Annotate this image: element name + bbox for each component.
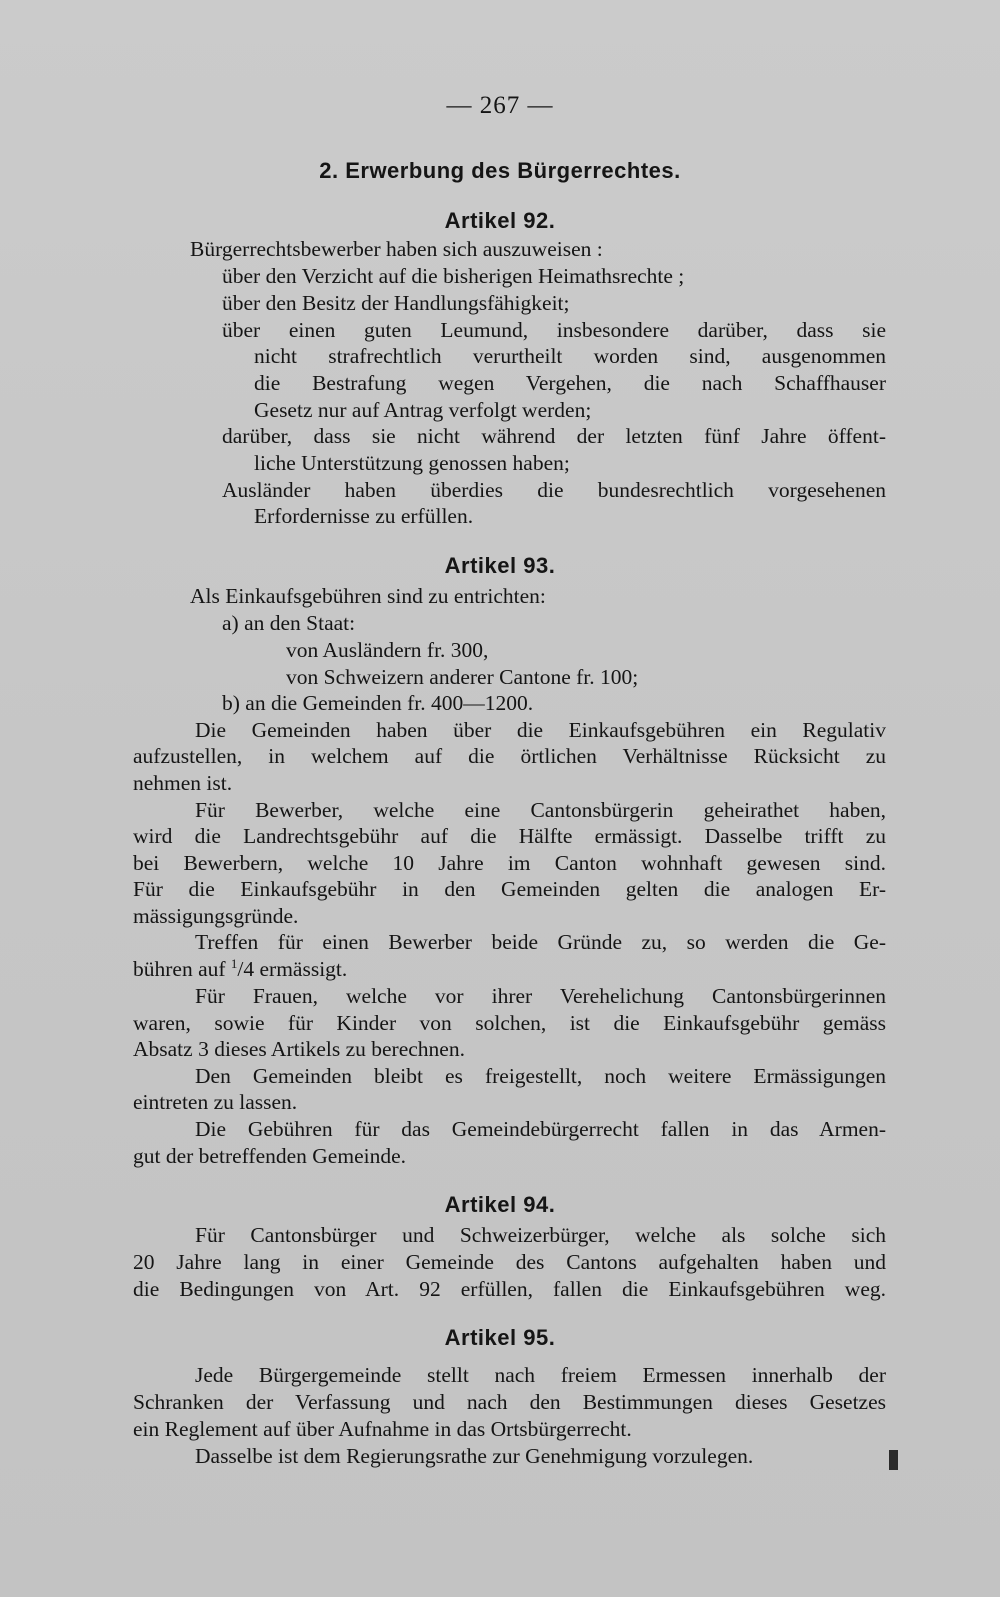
art93-line: b) an die Gemeinden fr. 400—1200. [222, 691, 534, 715]
art92-line: liche Unterstützung genossen haben; [254, 451, 570, 475]
art93-line: Als Einkaufsgebühren sind zu entrichten: [190, 584, 546, 608]
art92-line: Ausländer haben überdies die bundesrechtlich vorgesehenen [222, 478, 886, 502]
art92-line: Bürgerrechtsbewerber haben sich auszuweisen : [190, 237, 603, 261]
art93-line: Den Gemeinden bleibt es freigestellt, noch weitere Ermässigungen [195, 1064, 886, 1088]
art92-line: über den Besitz der Handlungsfähigkeit; [222, 291, 570, 315]
art93-line: Treffen für einen Bewerber beide Gründe zu, so werden die Ge- [195, 930, 886, 954]
art93-line: nehmen ist. [133, 771, 233, 795]
art94-line: Für Cantonsbürger und Schweizerbürger, welche als solche sich [195, 1223, 886, 1247]
art93-line: mässigungsgründe. [133, 904, 299, 928]
art92-line: nicht strafrechtlich verurtheilt worden sind, ausgenommen [254, 344, 886, 368]
art93-line: Für die Einkaufsgebühr in den Gemeinden gelten die analogen Er- [133, 877, 886, 901]
art93-line: von Ausländern fr. 300, [286, 638, 489, 662]
art93-line: wird die Landrechtsgebühr auf die Hälfte ermässigt. Dasselbe trifft zu [133, 824, 886, 848]
art93-title: Artikel 93. [444, 553, 556, 578]
fraction-numerator: 1 [230, 955, 238, 971]
art93-line: waren, sowie für Kinder von solchen, ist die Einkaufsgebühr gemäss [133, 1011, 886, 1035]
art93-line: bei Bewerbern, welche 10 Jahre im Canton wohnhaft gewesen sind. [133, 851, 886, 875]
end-mark [889, 1450, 898, 1470]
section-title: 2. Erwerbung des Bürgerrechtes. [319, 158, 681, 183]
art93-line: Die Gebühren für das Gemeindebürgerrecht fallen in das Armen- [195, 1117, 886, 1141]
art92-line: über den Verzicht auf die bisherigen Heimathsrechte ; [222, 264, 685, 288]
art93-line: von Schweizern anderer Cantone fr. 100; [286, 665, 639, 689]
art95-line: Dasselbe ist dem Regierungsrathe zur Genehmigung vorzulegen. [195, 1444, 754, 1468]
art93-line: gut der betreffenden Gemeinde. [133, 1144, 407, 1168]
art94-line: die Bedingungen von Art. 92 erfüllen, fallen die Einkaufsgebühren weg. [133, 1277, 886, 1301]
art92-title: Artikel 92. [444, 208, 556, 233]
art95-line: Jede Bürgergemeinde stellt nach freiem Ermessen innerhalb der [195, 1363, 886, 1387]
art95-line: ein Reglement auf über Aufnahme in das Ortsbürgerrecht. [133, 1417, 632, 1441]
art94-title: Artikel 94. [444, 1192, 556, 1217]
art93-fraction-prefix: bühren auf [133, 957, 226, 981]
art95-line: Schranken der Verfassung und nach den Bestimmungen dieses Gesetzes [133, 1390, 886, 1414]
art93-fraction-suffix: /4 ermässigt. [237, 957, 348, 981]
art93-line: Für Bewerber, welche eine Cantonsbürgerin geheirathet haben, [195, 798, 886, 822]
art93-line: eintreten zu lassen. [133, 1090, 298, 1114]
art95-title: Artikel 95. [444, 1325, 556, 1350]
art93-line: Die Gemeinden haben über die Einkaufsgebühren ein Regulativ [195, 718, 886, 742]
art93-line-fraction [133, 956, 347, 982]
art92-line: über einen guten Leumund, insbesondere darüber, dass sie [222, 318, 886, 342]
art93-line: aufzustellen, in welchem auf die örtlichen Verhältnisse Rücksicht zu [133, 744, 886, 768]
art92-line: Erfordernisse zu erfüllen. [254, 504, 474, 528]
art92-line: darüber, dass sie nicht während der letzten fünf Jahre öffent- [222, 424, 886, 448]
page-number: — 267 — [446, 92, 554, 119]
art94-line: 20 Jahre lang in einer Gemeinde des Cantons aufgehalten haben und [133, 1250, 886, 1274]
art93-line: a) an den Staat: [222, 611, 356, 635]
art93-line: Absatz 3 dieses Artikels zu berechnen. [133, 1037, 465, 1061]
art93-line: Für Frauen, welche vor ihrer Verehelichung Cantonsbürgerinnen [195, 984, 886, 1008]
art92-line: die Bestrafung wegen Vergehen, die nach Schaffhauser [254, 371, 886, 395]
art92-line: Gesetz nur auf Antrag verfolgt werden; [254, 398, 592, 422]
